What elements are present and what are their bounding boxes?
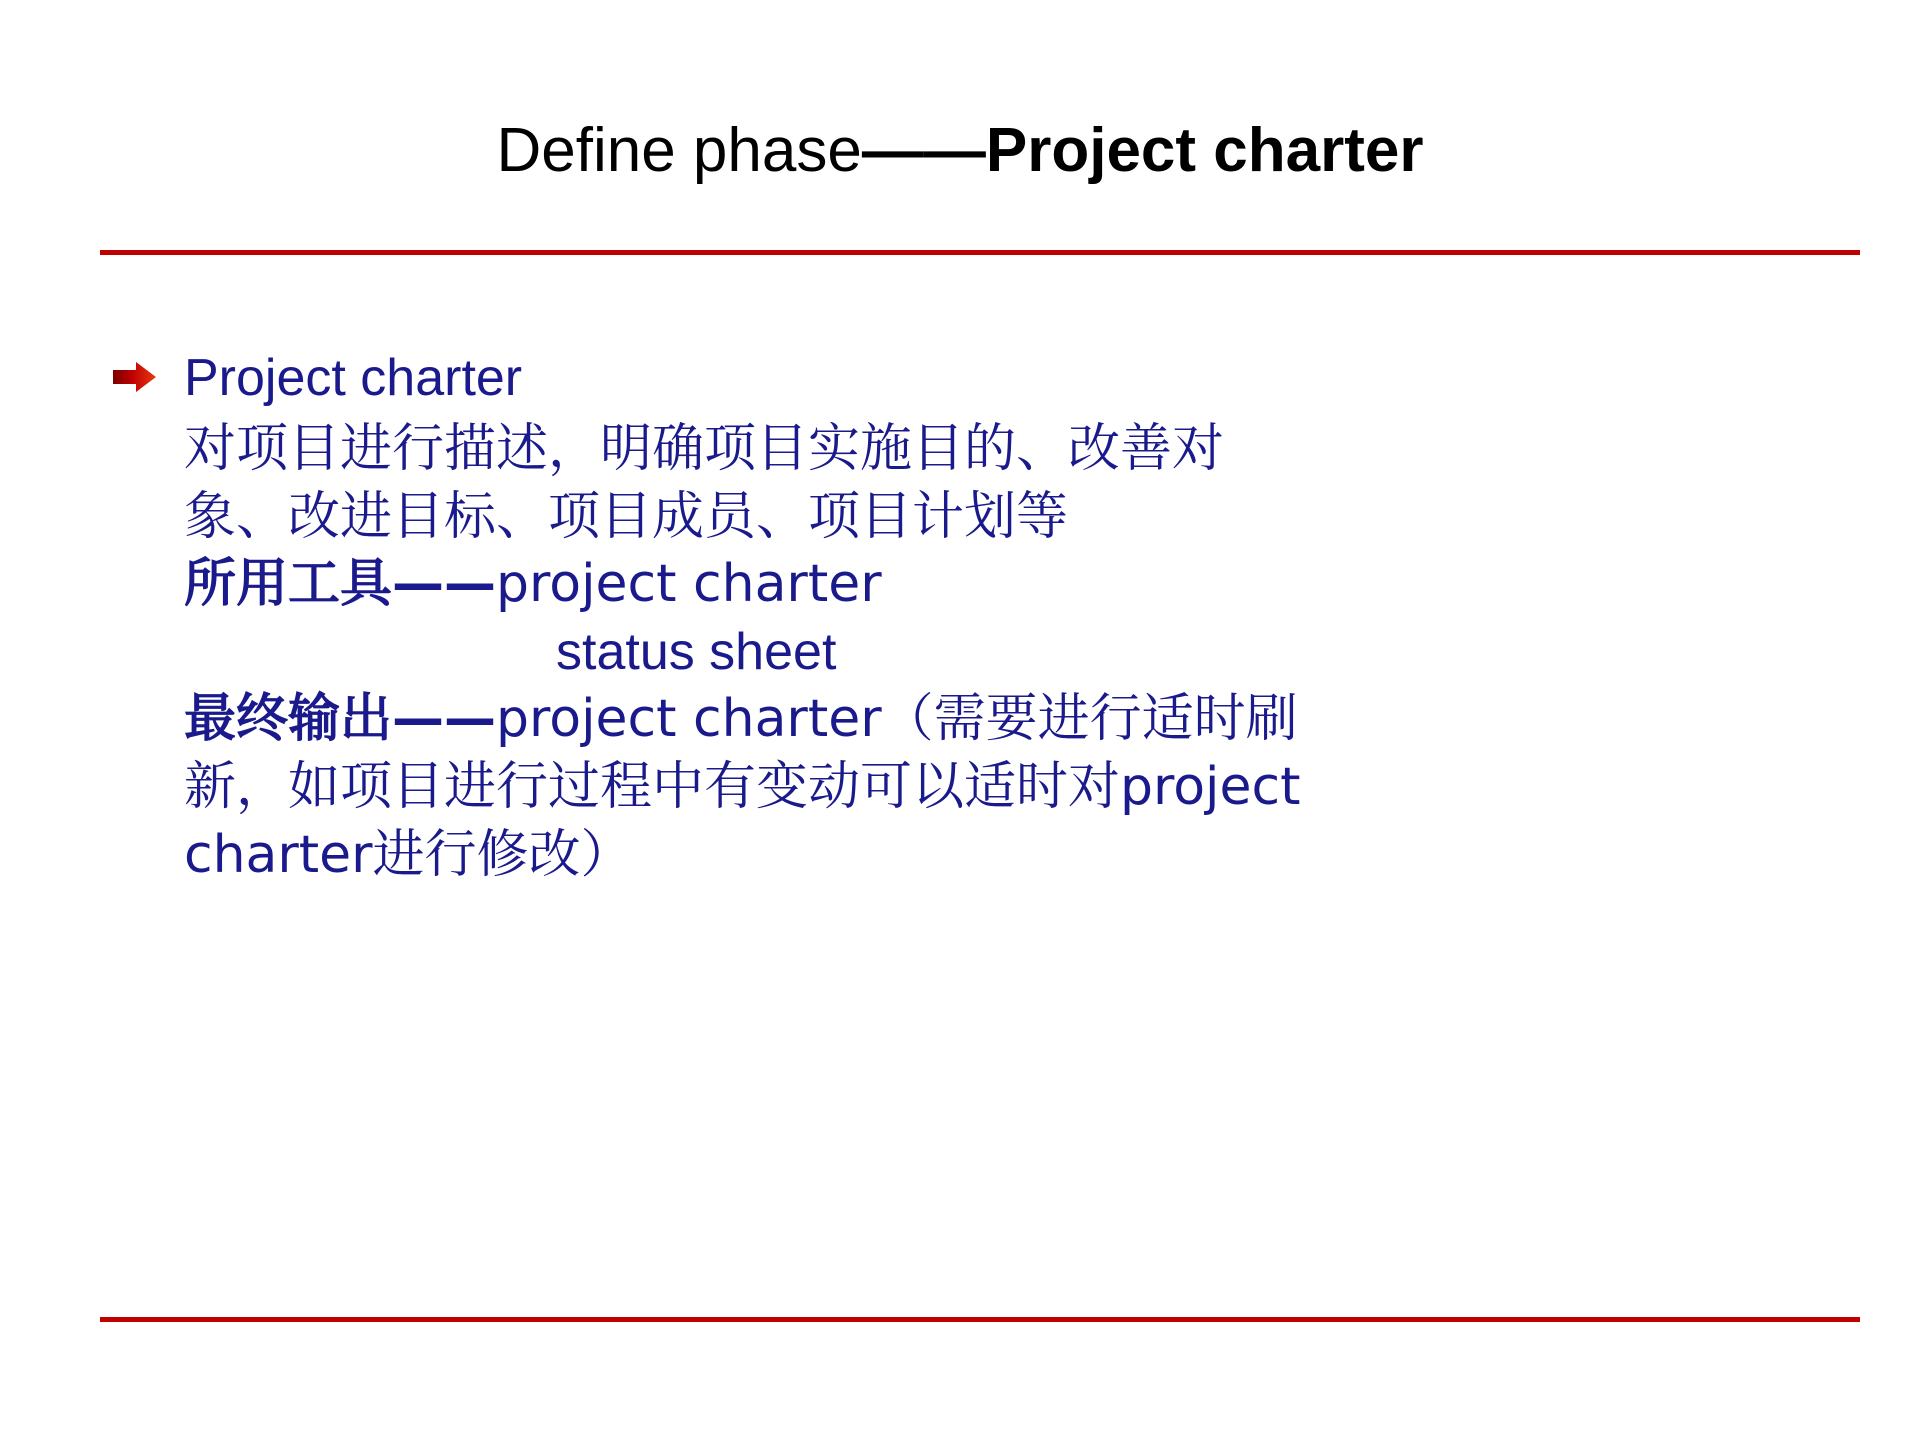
bullet-item-project-charter: [108, 348, 1808, 416]
title-bold-part: ——Project charter: [861, 116, 1424, 185]
divider-bottom: [100, 1317, 1860, 1322]
body-line-2: 象、改进目标、项目成员、项目计划等: [184, 486, 1069, 547]
tools-value: project charter: [496, 554, 882, 615]
red-arrow-bullet-icon: [112, 360, 158, 394]
output-label: 最终输出: [184, 689, 393, 750]
title-normal-part: Define phase: [496, 116, 862, 185]
output-line: [184, 686, 1808, 754]
tools-dash: ——: [392, 554, 497, 615]
tools-line: [184, 551, 1808, 619]
output-note-line-2: 新，如项目进行过程中有变动可以适时对project: [184, 756, 1301, 817]
slide-title: [0, 118, 1920, 183]
slide-body: [108, 348, 1808, 889]
title-line: [0, 118, 1920, 183]
output-note-1: （需要进行适时刷: [881, 689, 1298, 750]
tools-line-2: [184, 619, 1808, 687]
output-value: project charter: [496, 689, 882, 750]
output-dash: ——: [392, 689, 497, 750]
body-line-1: 对项目进行描述，明确项目实施目的、改善对: [184, 419, 1225, 479]
tools-value-2: status sheet: [556, 622, 837, 681]
output-note-line-3: charter进行修改）: [184, 824, 633, 885]
divider-top: [100, 250, 1860, 255]
bullet-label: Project charter: [184, 349, 523, 407]
tools-label: 所用工具: [184, 554, 393, 615]
